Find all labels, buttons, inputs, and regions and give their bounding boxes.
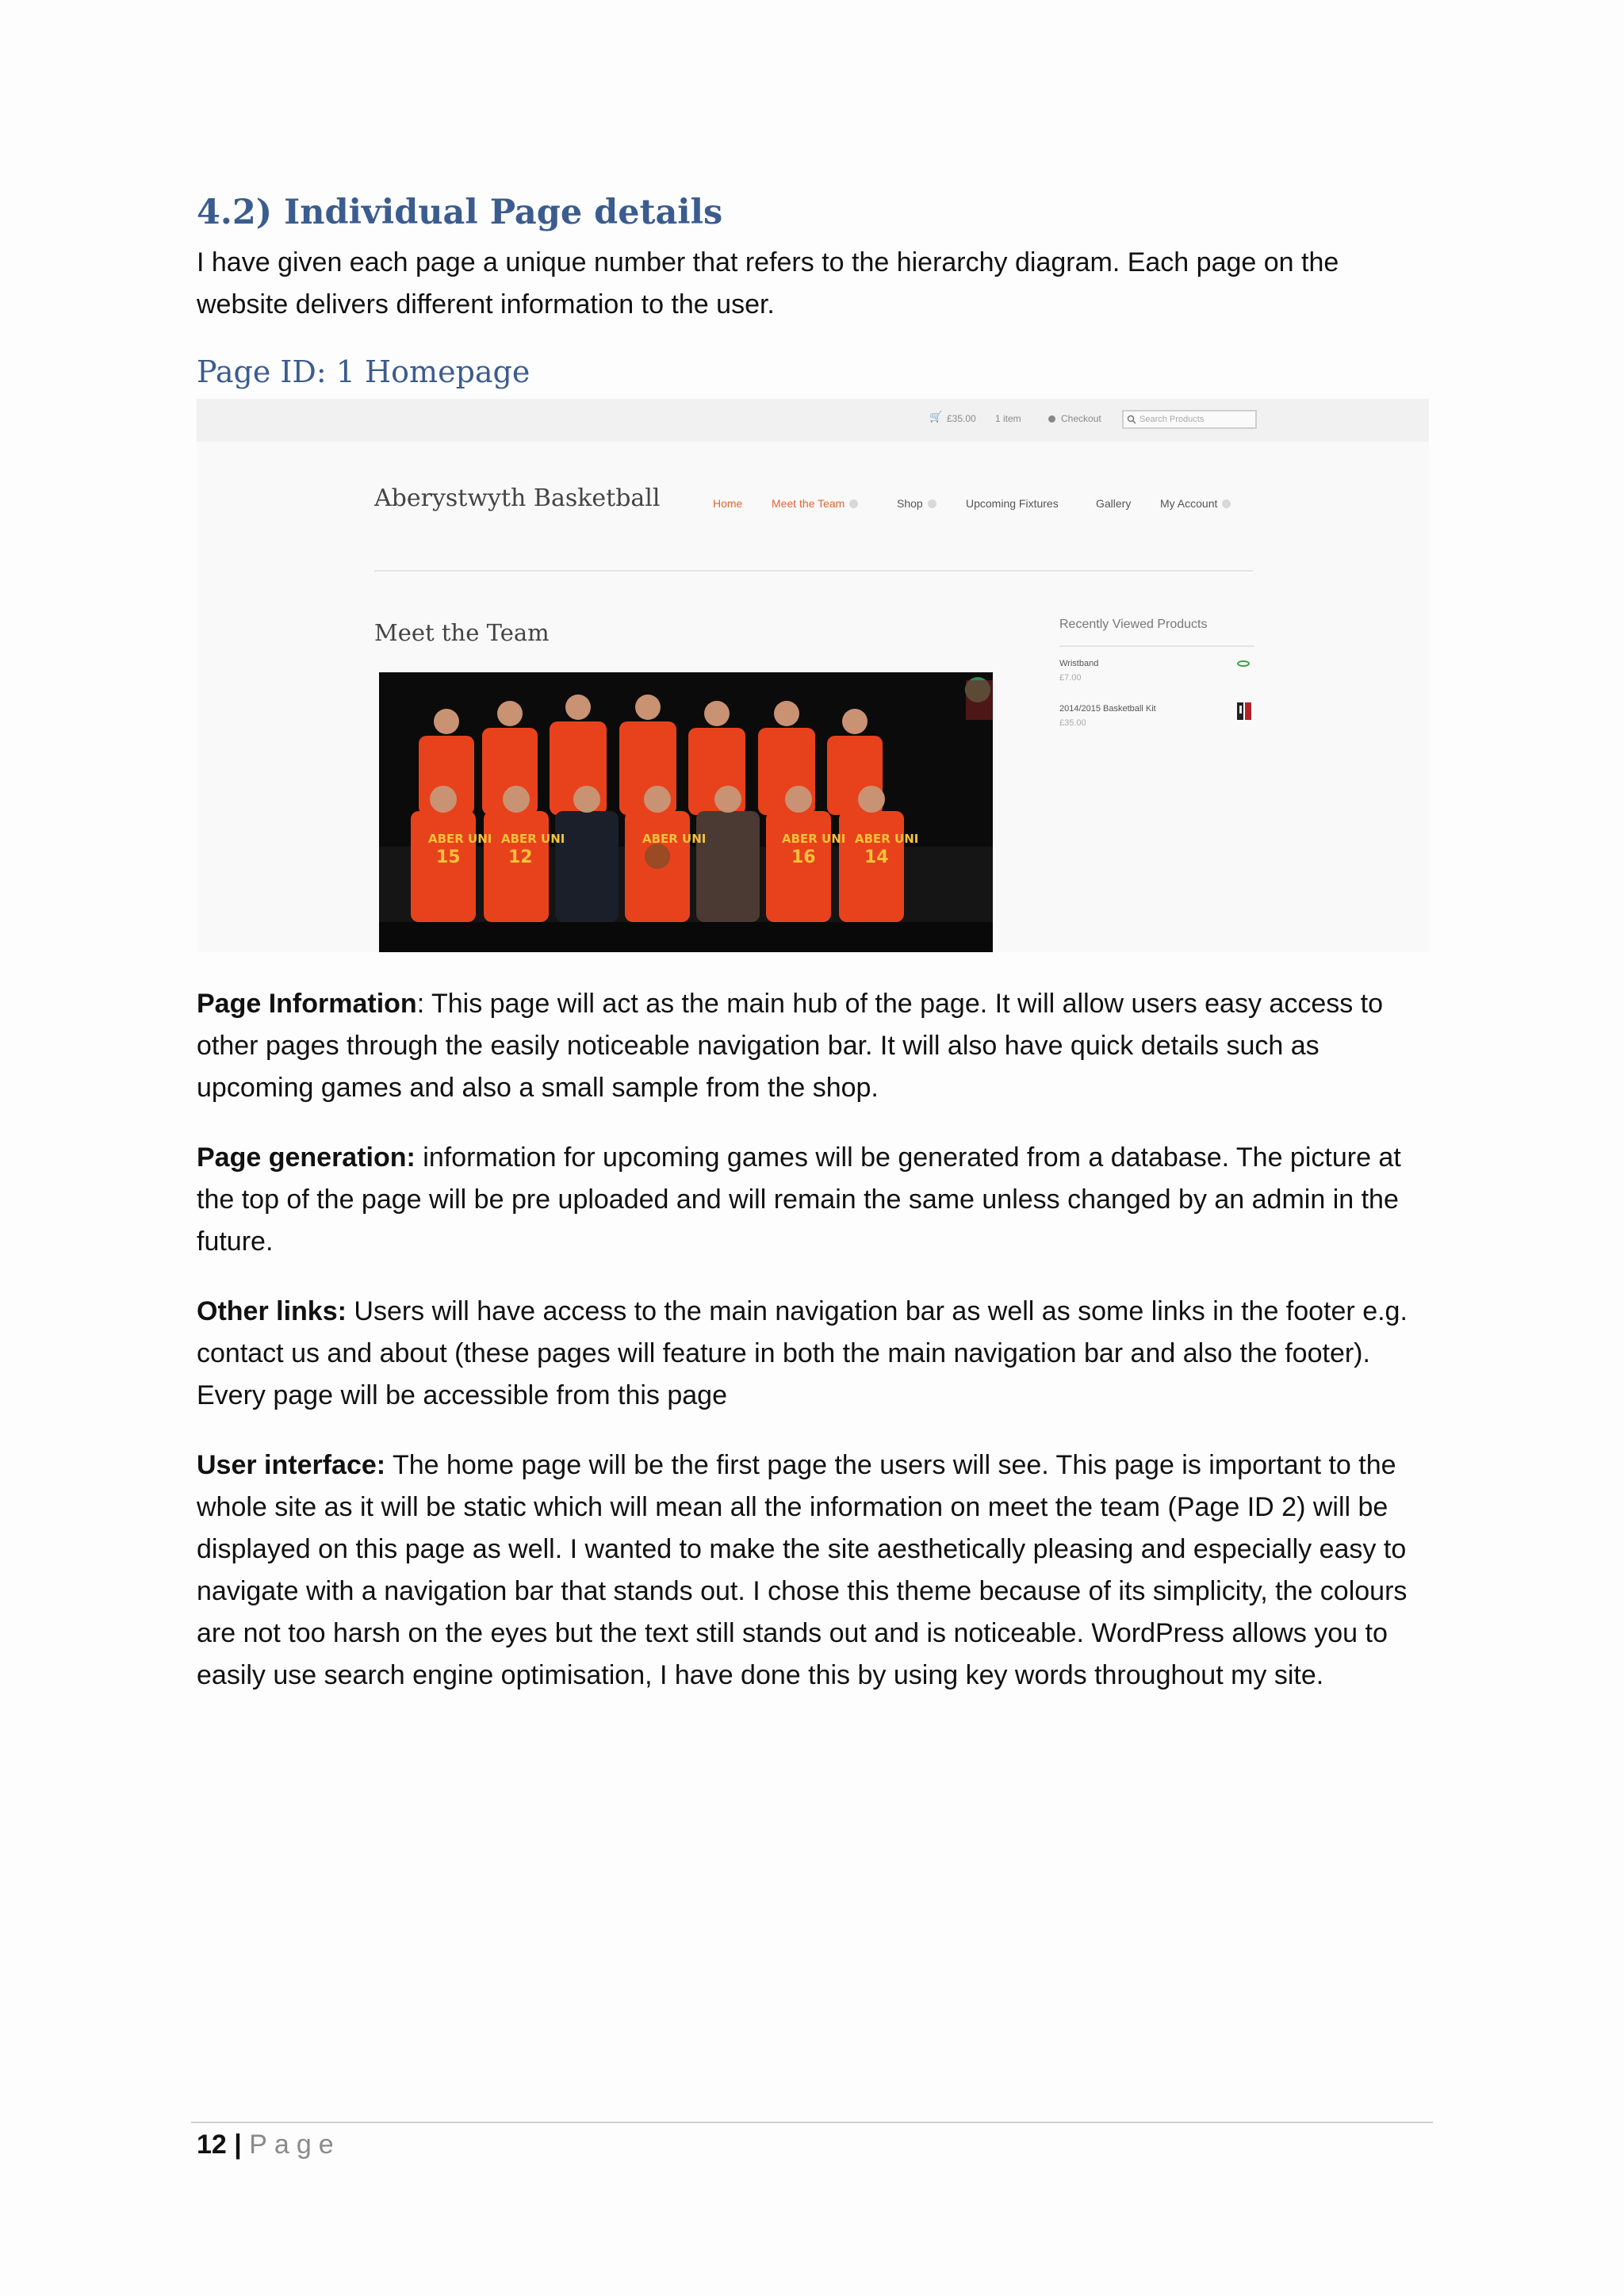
page-generation-paragraph	[197, 1137, 1442, 1263]
paragraph-label: Other links:	[197, 1296, 347, 1326]
svg-text:16: 16	[791, 848, 816, 867]
page-footer	[197, 2130, 341, 2160]
paragraph-label: Page Information	[197, 989, 417, 1019]
user-interface-paragraph	[197, 1445, 1442, 1697]
checkout-link[interactable]: Checkout	[1061, 413, 1101, 424]
search-icon	[1127, 415, 1136, 424]
shop-topbar	[197, 399, 1429, 442]
section-heading: 4.2) Individual Page details	[197, 193, 723, 232]
intro-paragraph: I have given each page a unique number that refers to the hierarchy diagram. Each page on the website delivers different information to the user.	[197, 247, 1339, 320]
kit-thumbnail[interactable]	[1235, 701, 1253, 721]
chevron-down-icon	[849, 499, 858, 508]
paragraph-text: The home page will be the first page the users will see. This page is important to the whole site as it will be static which will mean all the information on meet the team (Page ID 2) will be displayed on this page as well. I wanted to make the site aesthetically pleasing and especially easy to navigate with a navigation bar that stands out. I chose this theme because of its simplicity, the colours are not too harsh on the eyes but the text still stands out and is noticeable. WordPress allows you to easily use search engine optimisation, I have done this by using key words throughout my site.	[197, 1450, 1408, 1690]
product-price: £35.00	[1059, 718, 1086, 728]
homepage-screenshot	[197, 399, 1429, 952]
svg-text:ABER UNI: ABER UNI	[428, 832, 492, 846]
product-price: £7.00	[1059, 673, 1082, 683]
recently-viewed-divider	[1059, 645, 1254, 647]
page-id-heading: Page ID: 1 Homepage	[197, 354, 530, 389]
footer-divider	[191, 2122, 1433, 2123]
nav-meet-the-team[interactable]: Meet the Team	[772, 497, 858, 510]
wristband-thumbnail[interactable]	[1237, 660, 1250, 667]
cart-icon: 🛒	[929, 411, 943, 423]
svg-text:12: 12	[508, 848, 533, 867]
svg-text:ABER UNI: ABER UNI	[782, 832, 846, 846]
paragraph-label: User interface:	[197, 1450, 386, 1480]
cart-items[interactable]: 1 item	[995, 413, 1021, 424]
chevron-down-icon	[928, 499, 936, 508]
nav-upcoming-fixtures[interactable]: Upcoming Fixtures	[966, 497, 1059, 510]
chevron-down-icon	[1222, 499, 1231, 508]
page-label: Page	[249, 2130, 341, 2160]
search-placeholder: Search Products	[1139, 415, 1205, 424]
paragraph-text: : This page will act as the main hub of the page. It will allow users easy access to other pages through the easily noticeable navigation bar. It will also have quick details such as upcoming games and also a small sample from the shop.	[197, 989, 1384, 1103]
cart-total[interactable]: £35.00	[947, 413, 976, 424]
paragraph-label: Page generation:	[197, 1142, 416, 1173]
nav-home[interactable]: Home	[713, 497, 743, 510]
svg-text:14: 14	[864, 848, 889, 867]
svg-text:ABER UNI: ABER UNI	[501, 832, 565, 846]
page-separator: |	[234, 2130, 242, 2160]
other-links-paragraph	[197, 1291, 1442, 1417]
product-name[interactable]: Wristband	[1059, 659, 1099, 668]
svg-text:15: 15	[436, 848, 461, 867]
product-name[interactable]: 2014/2015 Basketball Kit	[1059, 704, 1156, 714]
page-number: 12	[197, 2130, 227, 2160]
recently-viewed-title: Recently Viewed Products	[1059, 618, 1208, 631]
page-information-paragraph	[197, 983, 1442, 1109]
paragraph-text: Users will have access to the main navigation bar as well as some links in the footer e.g. contact us and about (these pages will feature in both the main navigation bar and also the footer). Every page will be accessible from this page	[197, 1296, 1408, 1410]
svg-text:ABER UNI: ABER UNI	[642, 832, 707, 846]
paragraph-text: information for upcoming games will be generated from a database. The picture at the top of the page will be pre uploaded and will remain the same unless changed by an admin in the future.	[197, 1142, 1401, 1257]
nav-gallery[interactable]: Gallery	[1096, 497, 1132, 510]
team-photo	[379, 672, 993, 952]
nav-shop[interactable]: Shop	[897, 497, 936, 510]
content-title: Meet the Team	[374, 619, 550, 646]
checkout-icon	[1048, 415, 1055, 423]
svg-text:ABER UNI: ABER UNI	[855, 832, 919, 846]
search-input[interactable]	[1122, 410, 1257, 429]
nav-my-account[interactable]: My Account	[1160, 497, 1231, 510]
header-divider	[374, 570, 1253, 572]
site-title[interactable]: Aberystwyth Basketball	[374, 484, 661, 512]
